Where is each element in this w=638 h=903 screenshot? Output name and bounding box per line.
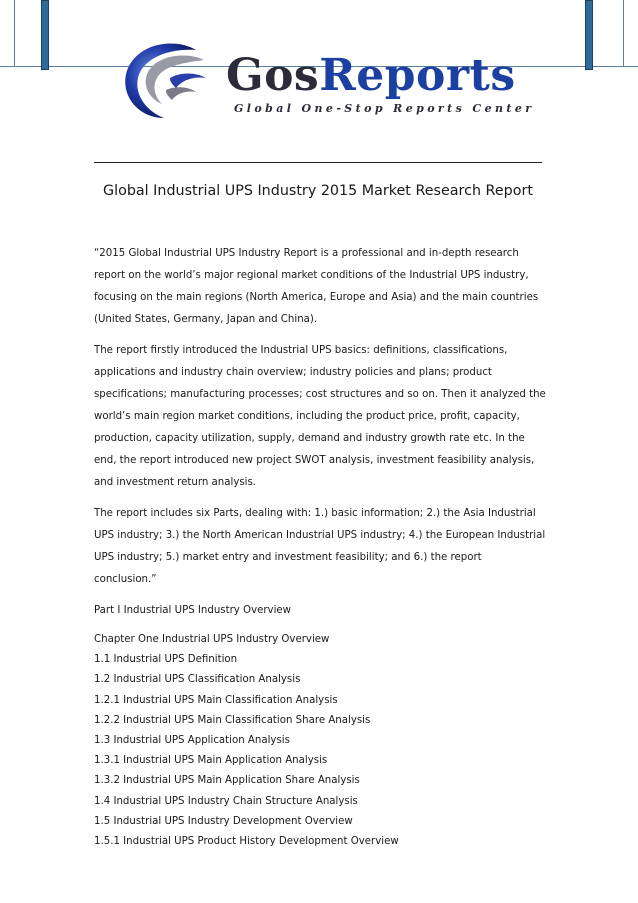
toc-item: 1.2 Industrial UPS Classification Analysis xyxy=(94,674,301,686)
title-divider xyxy=(94,162,542,163)
part-heading: Part I Industrial UPS Industry Overview xyxy=(94,605,292,616)
logo-word-gos: Gos xyxy=(226,50,320,101)
document-title: Global Industrial UPS Industry 2015 Market Research Report xyxy=(103,183,533,199)
toc-item: 1.2.1 Industrial UPS Main Classification Analysis xyxy=(94,694,338,706)
header-frame-right-line xyxy=(623,0,624,66)
document-body xyxy=(94,243,546,852)
logo-wordmark xyxy=(226,52,516,100)
toc-chapter-heading: Chapter One Industrial UPS Industry Overview xyxy=(94,634,330,645)
header-frame-left-line xyxy=(14,0,15,66)
header-frame-right-post xyxy=(585,0,593,70)
basics-paragraph: The report firstly introduced the Industrial UPS basics: definitions, classifications, applications and industry chain overview; industry policies and plans; product specifications; manufacturing processes; cost structures and so on. Then it analyzed the world’s main region market conditions, including the product price, profit, capacity, production, capacity utilization, supply, demand and industry growth rate etc. In the end, the report introduced new project SWOT analysis, investment feasibility analysis, and investment return analysis. xyxy=(94,345,546,488)
toc-item: 1.4 Industrial UPS Industry Chain Structure Analysis xyxy=(94,795,358,807)
toc-item: 1.1 Industrial UPS Definition xyxy=(94,654,238,666)
toc-item: 1.3.1 Industrial UPS Main Application Analysis xyxy=(94,755,328,767)
toc-item: 1.2.2 Industrial UPS Main Classification Share Analysis xyxy=(94,714,371,726)
toc-item: 1.5 Industrial UPS Industry Development Overview xyxy=(94,815,353,827)
logo-tagline: Global One-Stop Reports Center xyxy=(234,102,535,115)
toc-item: 1.3.2 Industrial UPS Main Application Share Analysis xyxy=(94,775,360,787)
logo-word-reports: Reports xyxy=(319,50,516,101)
header-frame-left-post xyxy=(41,0,49,70)
toc-item: 1.3 Industrial UPS Application Analysis xyxy=(94,735,290,747)
gosreports-logo xyxy=(118,38,535,124)
table-of-contents xyxy=(94,630,546,852)
toc-item: 1.5.1 Industrial UPS Product History Development Overview xyxy=(94,836,399,848)
globe-swoosh-icon xyxy=(118,38,230,124)
parts-paragraph: The report includes six Parts, dealing with: 1.) basic information; 2.) the Asia Industrial UPS industry; 3.) the North American Industrial UPS industry; 4.) the European Industrial UPS industry; 5.) market entry and investment feasibility; and 6.) the report conclusion.” xyxy=(94,508,546,585)
intro-paragraph: “2015 Global Industrial UPS Industry Report is a professional and in-depth research report on the world’s major regional market conditions of the Industrial UPS industry, focusing on the main regions (North America, Europe and Asia) and the main countries (United States, Germany, Japan and China). xyxy=(94,248,539,325)
